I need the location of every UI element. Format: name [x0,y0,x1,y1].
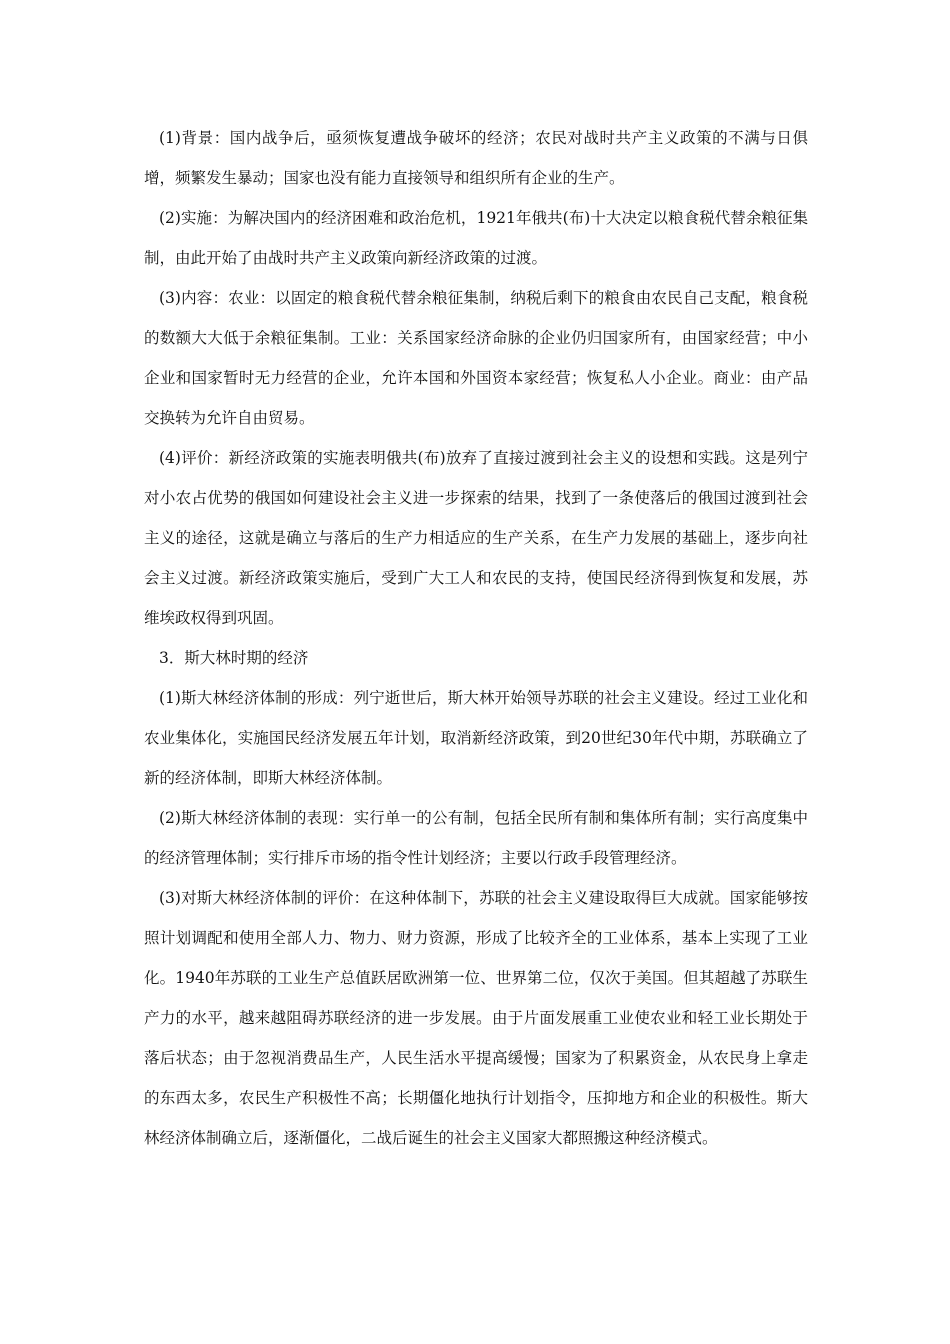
paragraph-implementation: (2)实施：为解决国内的经济困难和政治危机，1921年俄共(布)十大决定以粮食税代替余粮征集制，由此开始了由战时共产主义政策向新经济政策的过渡。 [144,209,808,267]
paragraph-stalin-evaluation: (3)对斯大林经济体制的评价：在这种体制下，苏联的社会主义建设取得巨大成就。国家能够按照计划调配和使用全部人力、物力、财力资源，形成了比较齐全的工业体系，基本上实现了工业化。1940年苏联的工业生产总值跃居欧洲第一位、世界第二位，仅次于美国。但其超越了苏联生产力的水平，越来越阻碍苏联经济的进一步发展。由于片面发展重工业使农业和轻工业长期处于落后状态；由于忽视消费品生产，人民生活水平提高缓慢；国家为了积累资金，从农民身上拿走的东西太多，农民生产积极性不高；长期僵化地执行计划指令，压抑地方和企业的积极性。斯大林经济体制确立后，逐渐僵化，二战后诞生的社会主义国家大都照搬这种经济模式。 [144,889,808,1147]
section-heading-stalin-economy: 3．斯大林时期的经济 [159,649,309,667]
paragraph-stalin-features: (2)斯大林经济体制的表现：实行单一的公有制，包括全民所有制和集体所有制；实行高度集中的经济管理体制；实行排斥市场的指令性计划经济；主要以行政手段管理经济。 [144,809,808,867]
document-body [144,118,808,1158]
paragraph-background: (1)背景：国内战争后，亟须恢复遭战争破坏的经济；农民对战时共产主义政策的不满与日俱增，频繁发生暴动；国家也没有能力直接领导和组织所有企业的生产。 [144,129,808,187]
paragraph-stalin-formation: (1)斯大林经济体制的形成：列宁逝世后，斯大林开始领导苏联的社会主义建设。经过工业化和农业集体化，实施国民经济发展五年计划，取消新经济政策，到20世纪30年代中期，苏联确立了新的经济体制，即斯大林经济体制。 [144,689,808,787]
paragraph-evaluation: (4)评价：新经济政策的实施表明俄共(布)放弃了直接过渡到社会主义的设想和实践。这是列宁对小农占优势的俄国如何建设社会主义进一步探索的结果，找到了一条使落后的俄国过渡到社会主义的途径，这就是确立与落后的生产力相适应的生产关系，在生产力发展的基础上，逐步向社会主义过渡。新经济政策实施后，受到广大工人和农民的支持，使国民经济得到恢复和发展，苏维埃政权得到巩固。 [144,449,808,627]
paragraph-content: (3)内容：农业：以固定的粮食税代替余粮征集制，纳税后剩下的粮食由农民自己支配，粮食税的数额大大低于余粮征集制。工业：关系国家经济命脉的企业仍归国家所有，由国家经营；中小企业和国家暂时无力经营的企业，允许本国和外国资本家经营；恢复私人小企业。商业：由产品交换转为允许自由贸易。 [144,289,808,427]
